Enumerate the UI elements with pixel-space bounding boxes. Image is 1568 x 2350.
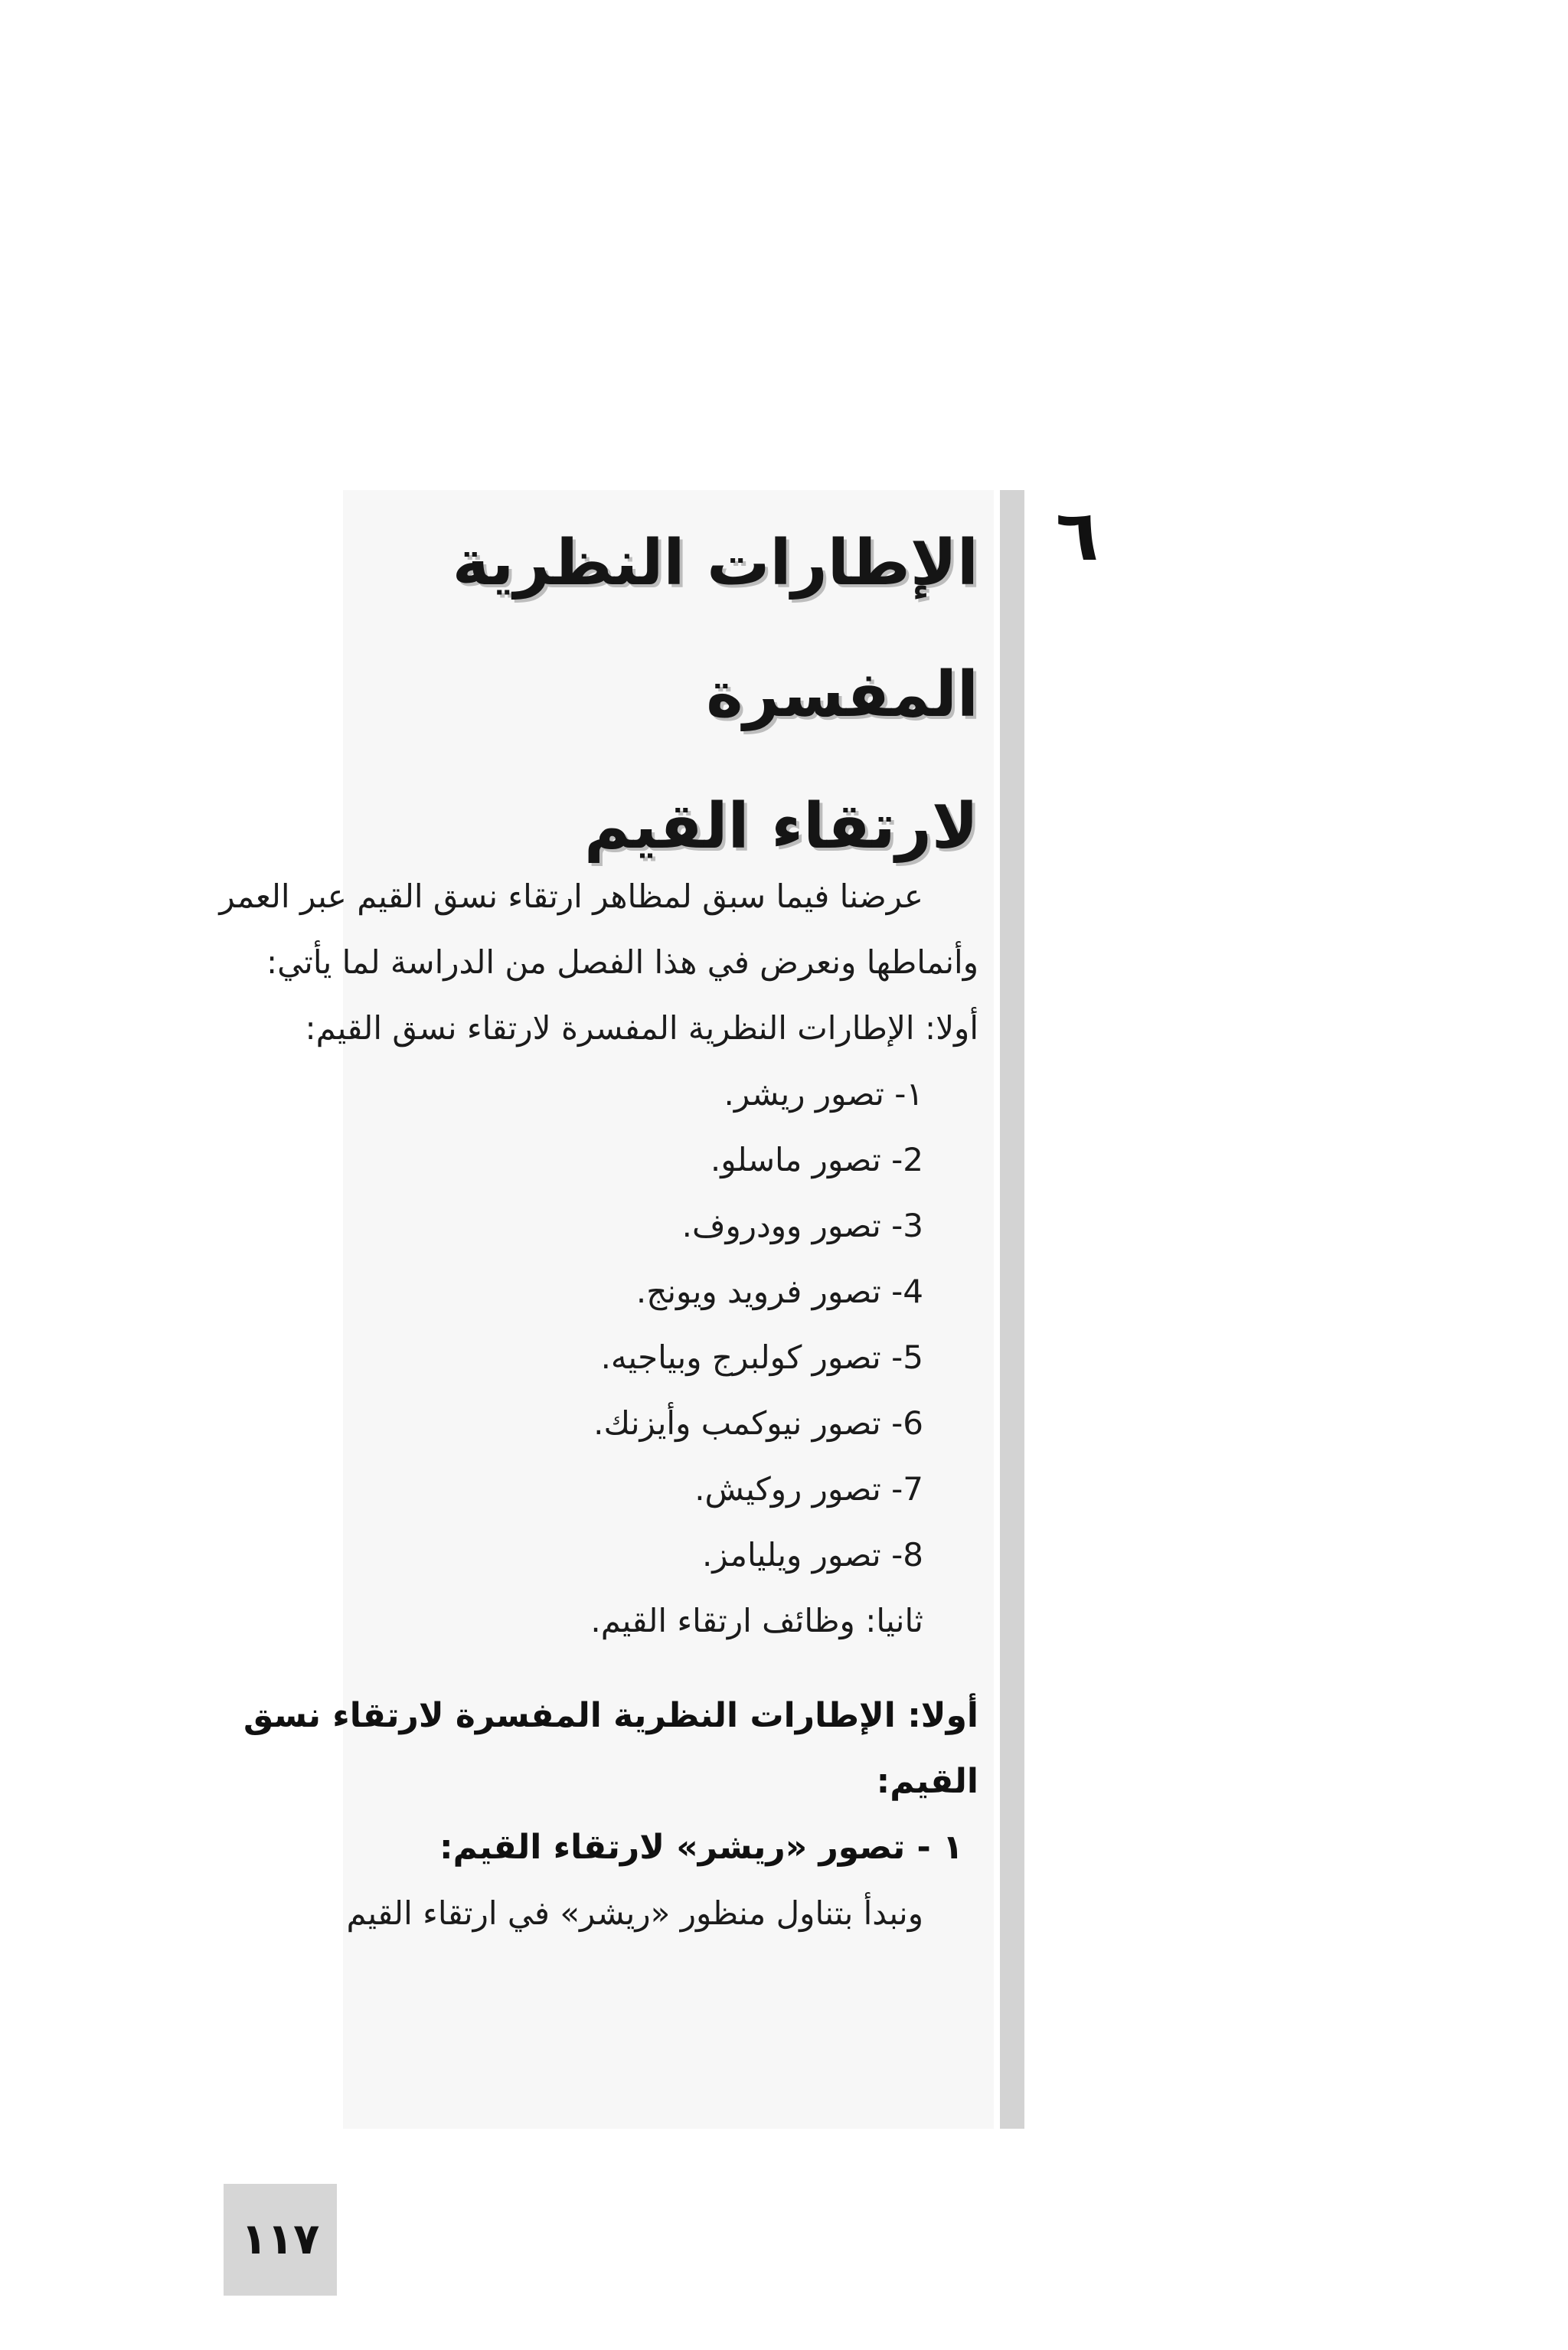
chapter-body <box>213 864 978 1946</box>
second-point: ثانيا: وظائف ارتقاء القيم. <box>590 1602 923 1639</box>
chapter-number: ٦ <box>1055 495 1099 577</box>
list-item: 2- تصور ماسلو. <box>710 1141 923 1178</box>
theories-list <box>213 1061 978 1588</box>
first-point: أولا: الإطارات النظرية المفسرة لارتقاء نسق القيم: <box>305 1009 978 1047</box>
list-item: 5- تصور كولبرج وبياجيه. <box>600 1338 923 1376</box>
list-item: 3- تصور وودروف. <box>681 1207 923 1244</box>
page-number: ١١٧ <box>240 2214 320 2264</box>
list-item: 4- تصور فرويد ويونج. <box>635 1273 923 1310</box>
chapter-title-line-1: الإطارات النظرية المفسرة <box>452 527 978 731</box>
chapter-title <box>289 498 978 893</box>
section-paragraph: ونبدأ بتناول منظور «ريشر» في ارتقاء القيم <box>346 1894 923 1932</box>
chapter-title-line-2: لارتقاء القيم <box>583 790 978 863</box>
chapter-divider-bar <box>1000 490 1024 2129</box>
intro-paragraph: عرضنا فيما سبق لمظاهر ارتقاء نسق القيم عبر العمر وأنماطها ونعرض في هذا الفصل من الدراسة لما يأتي: <box>219 878 978 981</box>
list-item: 8- تصور ويليامز. <box>701 1536 923 1574</box>
section-subheading: ١ - تصور «ريشر» لارتقاء القيم: <box>439 1828 963 1867</box>
list-item: ١- تصور ريشر. <box>724 1075 923 1113</box>
section-heading: أولا: الإطارات النظرية المفسرة لارتقاء نسق القيم: <box>243 1696 978 1801</box>
list-item: 7- تصور روكيش. <box>694 1470 923 1508</box>
page-number-box <box>224 2184 337 2296</box>
list-item: 6- تصور نيوكمب وأيزنك. <box>593 1404 923 1442</box>
